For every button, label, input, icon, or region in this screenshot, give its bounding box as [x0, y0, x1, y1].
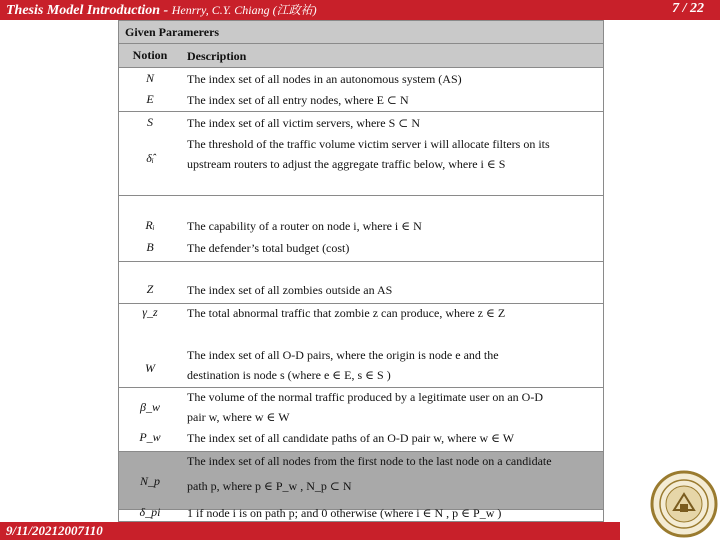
notion-cell: P_w	[139, 430, 161, 444]
table-row	[119, 111, 603, 133]
description-cell: The defender’s total budget (cost)	[187, 241, 350, 255]
notion-cell: S	[147, 115, 153, 129]
table-section-title: Given Paramerers	[125, 25, 220, 39]
description-cell: The index set of all zombies outside an AS	[187, 283, 393, 297]
notion-cell: B	[146, 240, 154, 254]
description-cell: The capability of a router on node i, where i ∈ N	[187, 219, 422, 233]
slide-title-text: Thesis Model Introduction -	[6, 3, 172, 18]
description-cell: destination is node s (where e ∈ E, s ∈ S )	[187, 368, 391, 382]
notion-cell: δ̂ᵢ	[146, 151, 154, 165]
notion-cell: E	[146, 92, 154, 106]
table-row	[119, 505, 603, 521]
table-row	[119, 67, 603, 89]
description-cell: The index set of all candidate paths of an O-D pair w, where w ∈ W	[187, 431, 515, 445]
description-cell: pair w, where w ∈ W	[187, 410, 290, 424]
notion-cell: W	[145, 361, 155, 375]
title-bar	[0, 0, 720, 20]
table-row	[119, 89, 603, 111]
table-row	[119, 325, 603, 387]
table-row	[119, 261, 603, 303]
table-section-title-row	[119, 21, 603, 43]
notion-cell: δ_pi	[139, 505, 161, 519]
description-cell: The threshold of the traffic volume victim server i will allocate filters on its	[187, 137, 550, 151]
table-header-row	[119, 43, 603, 67]
table-row	[119, 195, 603, 239]
notion-cell: Rᵢ	[145, 218, 155, 232]
column-header-notion: Notion	[132, 48, 168, 62]
column-header-description: Description	[187, 49, 247, 63]
parameter-table	[118, 20, 604, 522]
description-cell: The volume of the normal traffic produced by a legitimate user on an O-D	[187, 390, 543, 404]
table-row	[119, 387, 603, 429]
university-seal-icon	[650, 470, 718, 538]
table-row	[119, 429, 603, 451]
description-cell: The index set of all O-D pairs, where the origin is node e and the	[187, 348, 499, 362]
description-cell: upstream routers to adjust the aggregate traffic below, where i ∈ S	[187, 157, 506, 171]
slide-author: Henrry, C.Y. Chiang (江政祐)	[171, 3, 317, 17]
description-cell: The index set of all nodes from the first node to the last node on a candidate	[187, 454, 552, 468]
description-cell: The index set of all entry nodes, where E ⊂ N	[187, 93, 409, 107]
table-row	[119, 239, 603, 261]
footer-bar	[0, 522, 620, 540]
description-cell: The index set of all nodes in an autonomous system (AS)	[187, 72, 462, 86]
table-row-highlighted	[119, 451, 603, 509]
notion-cell: N_p	[139, 474, 160, 488]
footer-date: 9/11/20212007110	[6, 523, 103, 538]
slide-title	[6, 1, 317, 19]
description-cell: The total abnormal traffic that zombie z can produce, where z ∈ Z	[187, 306, 506, 320]
description-cell: 1 if node i is on path p; and 0 otherwise (where i ∈ N , p ∈ P_w )	[187, 506, 502, 520]
notion-cell: N	[145, 71, 154, 85]
notion-cell: Z	[146, 282, 154, 296]
page-number: 7 / 22	[672, 1, 704, 16]
notion-cell: γ_z	[142, 305, 158, 319]
table-row	[119, 303, 603, 325]
description-cell: The index set of all victim servers, where S ⊂ N	[187, 116, 420, 130]
table-row	[119, 133, 603, 195]
notion-cell: β_w	[140, 400, 160, 414]
description-cell: path p, where p ∈ P_w , N_p ⊂ N	[187, 479, 352, 493]
